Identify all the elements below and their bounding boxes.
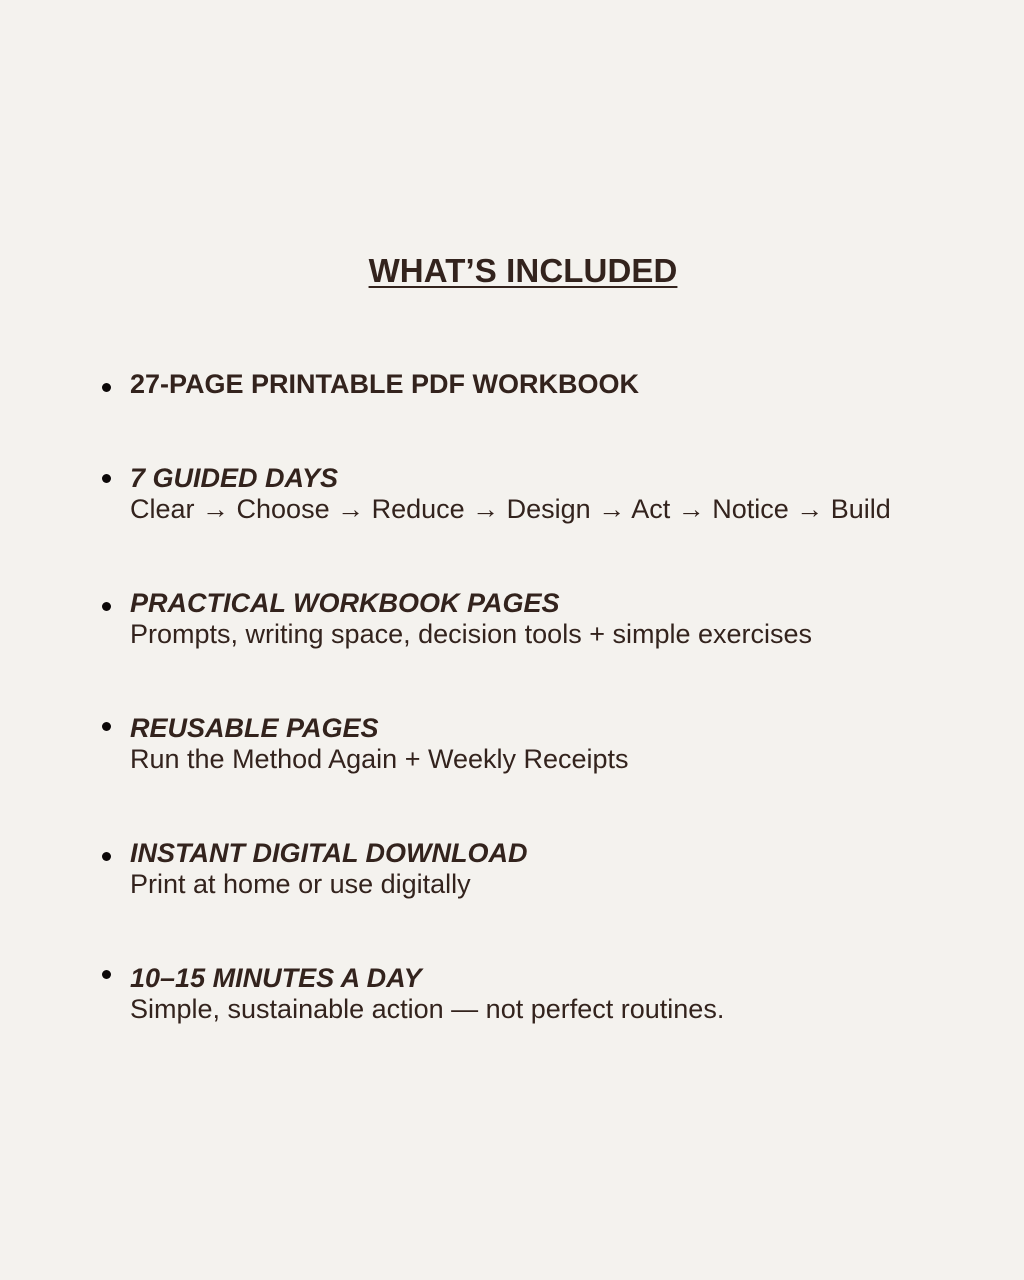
feature-description: Run the Method Again + Weekly Receipts — [130, 744, 629, 774]
bullet-icon — [102, 722, 111, 731]
feature-heading: PRACTICAL WORKBOOK PAGES — [130, 588, 560, 618]
feature-heading: REUSABLE PAGES — [130, 713, 379, 743]
list-item — [130, 462, 1010, 525]
feature-heading: 10–15 MINUTES A DAY — [130, 963, 422, 993]
bullet-icon — [102, 852, 111, 861]
list-item — [130, 837, 1010, 900]
feature-heading: 7 GUIDED DAYS — [130, 463, 339, 493]
feature-description: Prompts, writing space, decision tools + simple exercises — [130, 619, 813, 649]
bullet-icon — [102, 602, 111, 611]
feature-heading: 27-PAGE PRINTABLE PDF WORKBOOK — [130, 369, 640, 399]
feature-description: Simple, sustainable action — not perfect routines. — [130, 994, 725, 1024]
list-item — [130, 712, 1010, 775]
page-title: WHAT’S INCLUDED — [368, 252, 678, 289]
feature-description: Clear → Choose → Reduce → Design → Act → Notice → Build — [130, 494, 891, 524]
bullet-icon — [102, 383, 111, 392]
bullet-icon — [102, 474, 111, 483]
bullet-icon — [102, 970, 111, 979]
feature-description: Print at home or use digitally — [130, 869, 471, 899]
list-item — [130, 368, 1010, 400]
feature-heading: INSTANT DIGITAL DOWNLOAD — [130, 838, 528, 868]
list-item — [130, 587, 1010, 650]
list-item — [130, 962, 1010, 1025]
